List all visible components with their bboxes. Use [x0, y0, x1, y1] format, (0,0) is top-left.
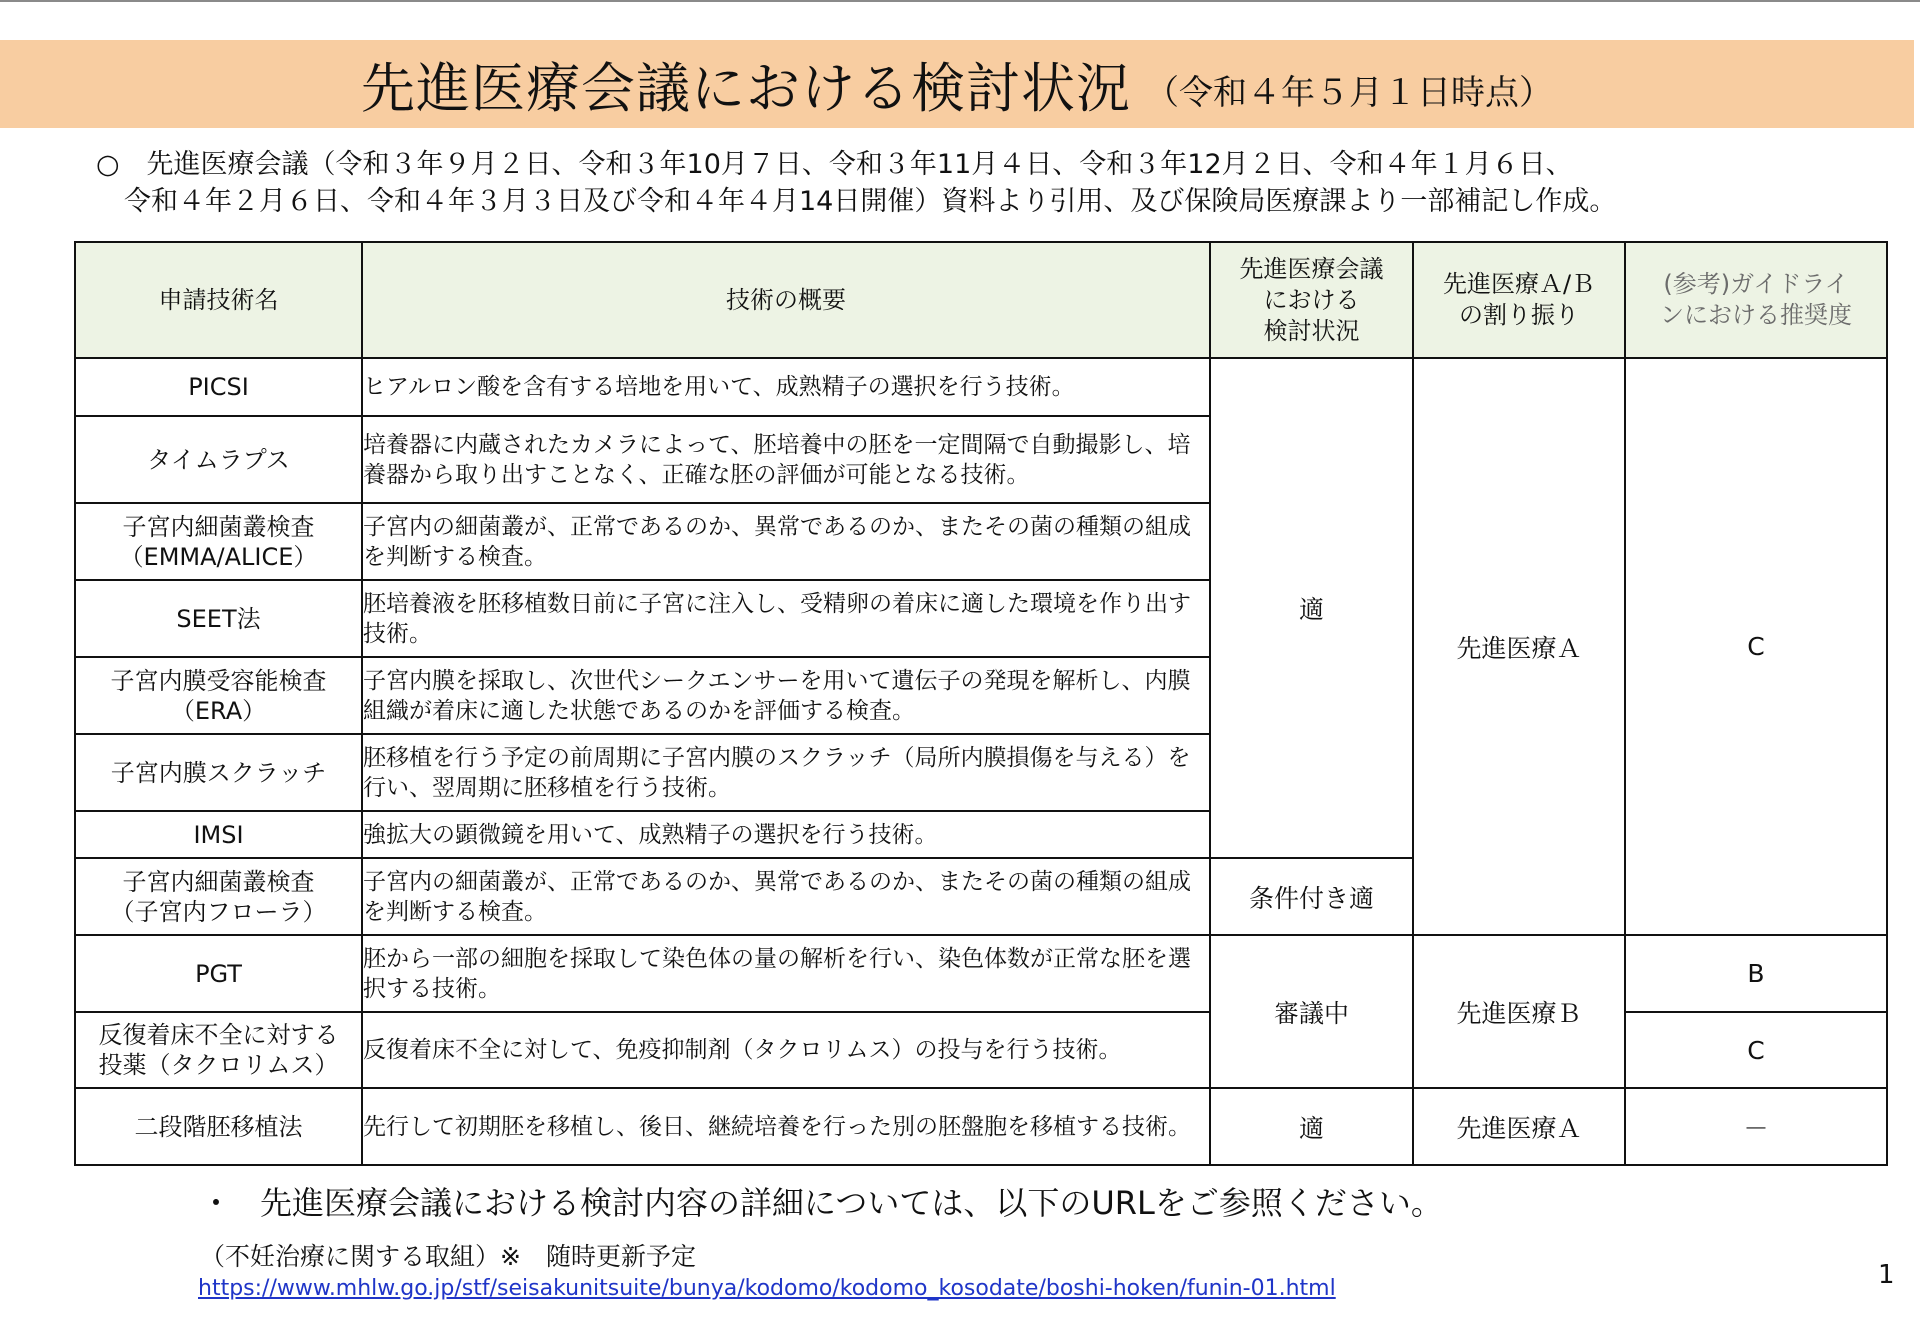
- guideline-cell: －: [1625, 1088, 1887, 1165]
- intro-text: [96, 146, 1896, 220]
- row-description: 反復着床不全に対して、免疫抑制剤（タクロリムス）の投与を行う技術。: [362, 1012, 1210, 1088]
- footer-note: [200, 1178, 1443, 1224]
- row-name: 反復着床不全に対する 投薬（タクロリムス）: [75, 1012, 362, 1088]
- row-description: 子宮内の細菌叢が、正常であるのか、異常であるのか、またその菌の種類の組成を判断する検査。: [362, 858, 1210, 935]
- status-cell: 適: [1210, 1088, 1413, 1165]
- page-number: 1: [1878, 1260, 1895, 1290]
- top-rule: [0, 0, 1920, 2]
- header-status: 先進医療会議 における 検討状況: [1210, 242, 1413, 358]
- row-description: ヒアルロン酸を含有する培地を用いて、成熟精子の選択を行う技術。: [362, 358, 1210, 416]
- row-name: 子宮内細菌叢検査 （EMMA/ALICE）: [75, 503, 362, 580]
- row-description: 先行して初期胚を移植し、後日、継続培養を行った別の胚盤胞を移植する技術。: [362, 1088, 1210, 1165]
- guideline-cell: C: [1625, 1012, 1887, 1088]
- row-description: 子宮内膜を採取し、次世代シークエンサーを用いて遺伝子の発現を解析し、内膜組織が着床に適した状態であるのかを評価する検査。: [362, 657, 1210, 734]
- title-banner: [0, 40, 1914, 128]
- header-guideline: (参考)ガイドライ ンにおける推奨度: [1625, 242, 1887, 358]
- row-name: SEET法: [75, 580, 362, 657]
- allocation-cell: 先進医療Ａ: [1413, 358, 1625, 935]
- row-name: 子宮内細菌叢検査 （子宮内フローラ）: [75, 858, 362, 935]
- bullet: ・: [200, 1184, 233, 1222]
- row-name: PICSI: [75, 358, 362, 416]
- page-title: 先進医療会議における検討状況: [361, 56, 1131, 120]
- guideline-cell: C: [1625, 358, 1887, 935]
- footer-subnote: （不妊治療に関する取組）※ 随時更新予定: [200, 1242, 696, 1271]
- intro-line-2: 令和４年２月６日、令和４年３月３日及び令和４年４月14日開催）資料より引用、及び保険局医療課より一部補記し作成。: [124, 186, 1617, 217]
- row-description: 子宮内の細菌叢が、正常であるのか、異常であるのか、またその菌の種類の組成を判断する検査。: [362, 503, 1210, 580]
- page-subtitle: （令和４年５月１日時点）: [1145, 72, 1553, 113]
- table-row: [75, 935, 1887, 1012]
- row-description: 胚培養液を胚移植数日前に子宮に注入し、受精卵の着床に適した環境を作り出す技術。: [362, 580, 1210, 657]
- row-description: 強拡大の顕微鏡を用いて、成熟精子の選択を行う技術。: [362, 811, 1210, 858]
- row-description: 培養器に内蔵されたカメラによって、胚培養中の胚を一定間隔で自動撮影し、培養器から取り出すことなく、正確な胚の評価が可能となる技術。: [362, 416, 1210, 503]
- table-row: [75, 358, 1887, 416]
- row-name: 子宮内膜スクラッチ: [75, 734, 362, 811]
- footer-note-text: 先進医療会議における検討内容の詳細については、以下のURLをご参照ください。: [260, 1184, 1443, 1222]
- allocation-cell: 先進医療Ａ: [1413, 1088, 1625, 1165]
- table-header-row: [75, 242, 1887, 358]
- status-cell: 適: [1210, 358, 1413, 858]
- header-allocation: 先進医療Ａ/Ｂ の割り振り: [1413, 242, 1625, 358]
- reference-link[interactable]: https://www.mhlw.go.jp/stf/seisakunitsuite/bunya/kodomo/kodomo_kosodate/boshi-hoken/funin-01.html: [198, 1276, 1336, 1301]
- status-cell: 条件付き適: [1210, 858, 1413, 935]
- row-name: 子宮内膜受容能検査 （ERA）: [75, 657, 362, 734]
- guideline-cell: B: [1625, 935, 1887, 1012]
- technology-table: [74, 241, 1888, 1166]
- table-row: [75, 1088, 1887, 1165]
- status-cell: 審議中: [1210, 935, 1413, 1088]
- header-name: 申請技術名: [75, 242, 362, 358]
- row-description: 胚から一部の細胞を採取して染色体の量の解析を行い、染色体数が正常な胚を選択する技術。: [362, 935, 1210, 1012]
- allocation-cell: 先進医療Ｂ: [1413, 935, 1625, 1088]
- row-name: タイムラプス: [75, 416, 362, 503]
- row-name: PGT: [75, 935, 362, 1012]
- row-name: 二段階胚移植法: [75, 1088, 362, 1165]
- intro-line-1: ○ 先進医療会議（令和３年９月２日、令和３年10月７日、令和３年11月４日、令和３年12月２日、令和４年１月６日、: [96, 149, 1573, 180]
- row-description: 胚移植を行う予定の前周期に子宮内膜のスクラッチ（局所内膜損傷を与える）を行い、翌周期に胚移植を行う技術。: [362, 734, 1210, 811]
- row-name: IMSI: [75, 811, 362, 858]
- header-summary: 技術の概要: [362, 242, 1210, 358]
